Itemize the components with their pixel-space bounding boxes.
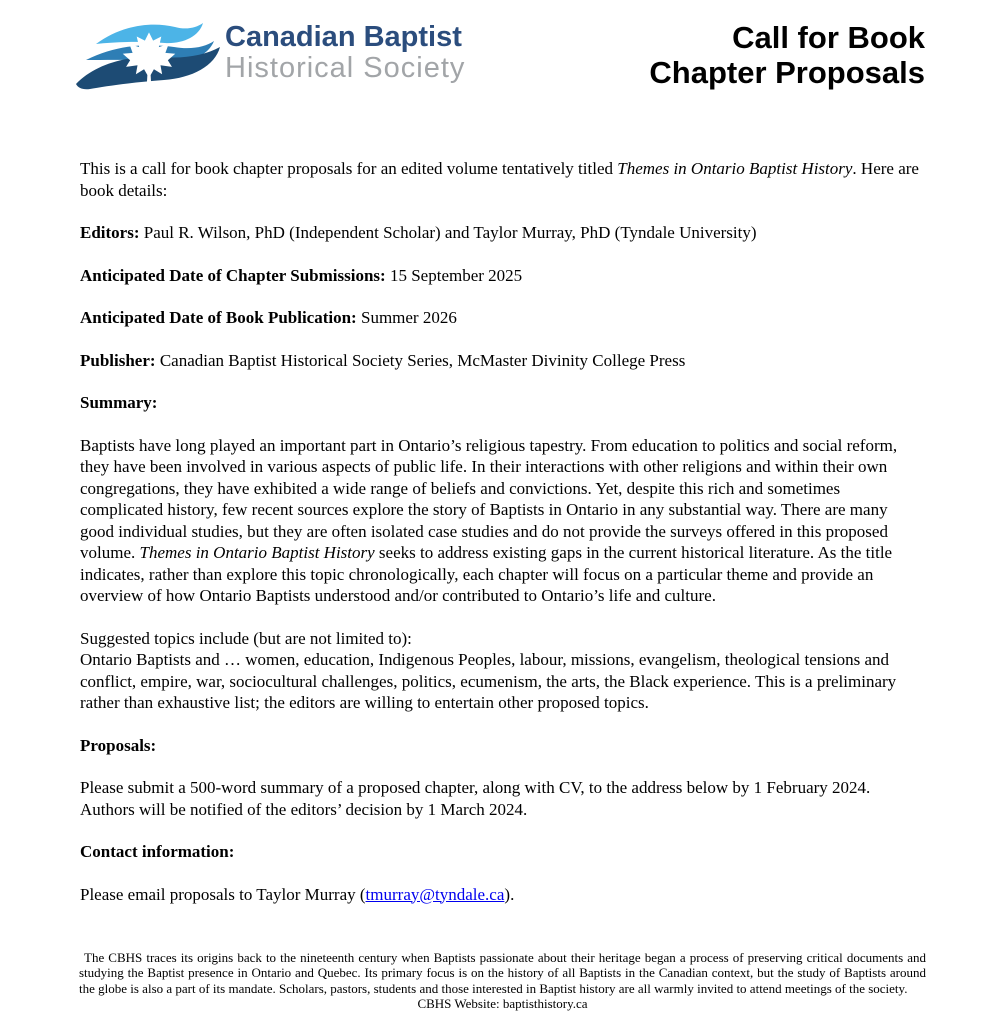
publication-date-label: Anticipated Date of Book Publication:	[80, 308, 357, 327]
intro-text: This is a call for book chapter proposals for an edited volume tentatively titled	[80, 159, 618, 178]
topics-list-line: Ontario Baptists and … women, education, Indigenous Peoples, labour, missions, evangelism, theological tensions and conflict, empire, war, sociocultural challenges, politics, ecumenism, the arts, the Black experience. This is a preliminary rather than exhaustive list; the editors are willing to entertain other proposed topics.	[80, 650, 897, 712]
book-title-italic: Themes in Ontario Baptist History	[617, 159, 853, 178]
logo-org-subtitle: Historical Society	[225, 52, 466, 85]
editors-field	[80, 222, 925, 244]
book-title-italic-2: Themes in Ontario Baptist History	[139, 543, 375, 562]
footer-website-line: CBHS Website: baptisthistory.ca	[417, 996, 588, 1012]
contact-paragraph	[80, 884, 925, 906]
page-title	[649, 20, 925, 90]
page-title-line2: Chapter Proposals	[649, 55, 925, 90]
intro-text-after: . Here are book details:	[80, 159, 919, 200]
editors-value: Paul R. Wilson, PhD (Independent Scholar) and Taylor Murray, PhD (Tyndale University)	[139, 223, 757, 242]
header	[0, 0, 1005, 102]
cbhs-logo	[76, 14, 465, 102]
email-link[interactable]: tmurray@tyndale.ca	[365, 884, 505, 904]
contact-text-before: Please email proposals to Taylor Murray (	[80, 884, 366, 904]
document-body	[0, 102, 1005, 905]
submission-date-value: 15 September 2025	[385, 265, 523, 285]
publisher-label: Publisher:	[80, 350, 156, 370]
summary-heading: Summary:	[80, 393, 158, 412]
publisher-value: Canadian Baptist Historical Society Series, McMaster Divinity College Press	[155, 350, 686, 370]
maple-leaf-waves-icon	[76, 20, 221, 102]
submission-date-field	[80, 265, 925, 287]
summary-text-1: Baptists have long played an important part in Ontario’s religious tapestry. From education to politics and social reform, they have been involved in various aspects of public life. In their interactions with other religions and within their own congregations, they have exhibited a wide range of beliefs and convictions. Yet, despite this rich and sometimes complicated history, few recent sources explore the story of Baptists in Ontario in any substantial way. There are many good individual studies, but they are often isolated case studies and do not provide the surveys offered in this proposed volume.	[80, 435, 898, 562]
proposals-paragraph: Please submit a 500-word summary of a proposed chapter, along with CV, to the address below by 1 February 2024. Authors will be notified of the editors’ decision by 1 March 2024.	[80, 778, 871, 819]
footer-about-text: The CBHS traces its origins back to the nineteenth century when Baptists passionate about their heritage began a process of preserving critical documents and studying the Baptist presence in Ontario and Quebec. Its primary focus is on the history of all Baptists in the Canadian context, but the study of Baptists around the globe is also a part of its mandate. Scholars, pastors, students and those interested in Baptist history are all warmly invited to attend meetings of the society.	[79, 949, 926, 996]
publication-date-field	[80, 307, 925, 329]
page-title-line1: Call for Book	[732, 20, 925, 55]
editors-label: Editors:	[80, 223, 140, 242]
proposals-heading: Proposals:	[80, 735, 157, 755]
publisher-field	[80, 350, 925, 372]
summary-paragraph	[80, 435, 925, 607]
topics-intro-line: Suggested topics include (but are not limited to):	[80, 628, 412, 648]
logo-text	[225, 22, 465, 85]
intro-paragraph	[80, 158, 925, 201]
contact-heading: Contact information:	[80, 842, 235, 861]
publication-date-value: Summer 2026	[356, 308, 457, 327]
submission-date-label: Anticipated Date of Chapter Submissions:	[80, 265, 386, 285]
summary-text-2: seeks to address existing gaps in the current historical literature. As the title indicates, rather than explore this topic chronologically, each chapter will focus on a particular theme and provide an overview of how Ontario Baptists understood and/or contributed to Ontario’s life and culture.	[80, 543, 893, 605]
contact-text-after: ).	[504, 884, 515, 904]
logo-org-name: Canadian Baptist	[225, 21, 462, 53]
footer	[79, 950, 926, 1012]
topics-paragraph	[80, 628, 925, 714]
